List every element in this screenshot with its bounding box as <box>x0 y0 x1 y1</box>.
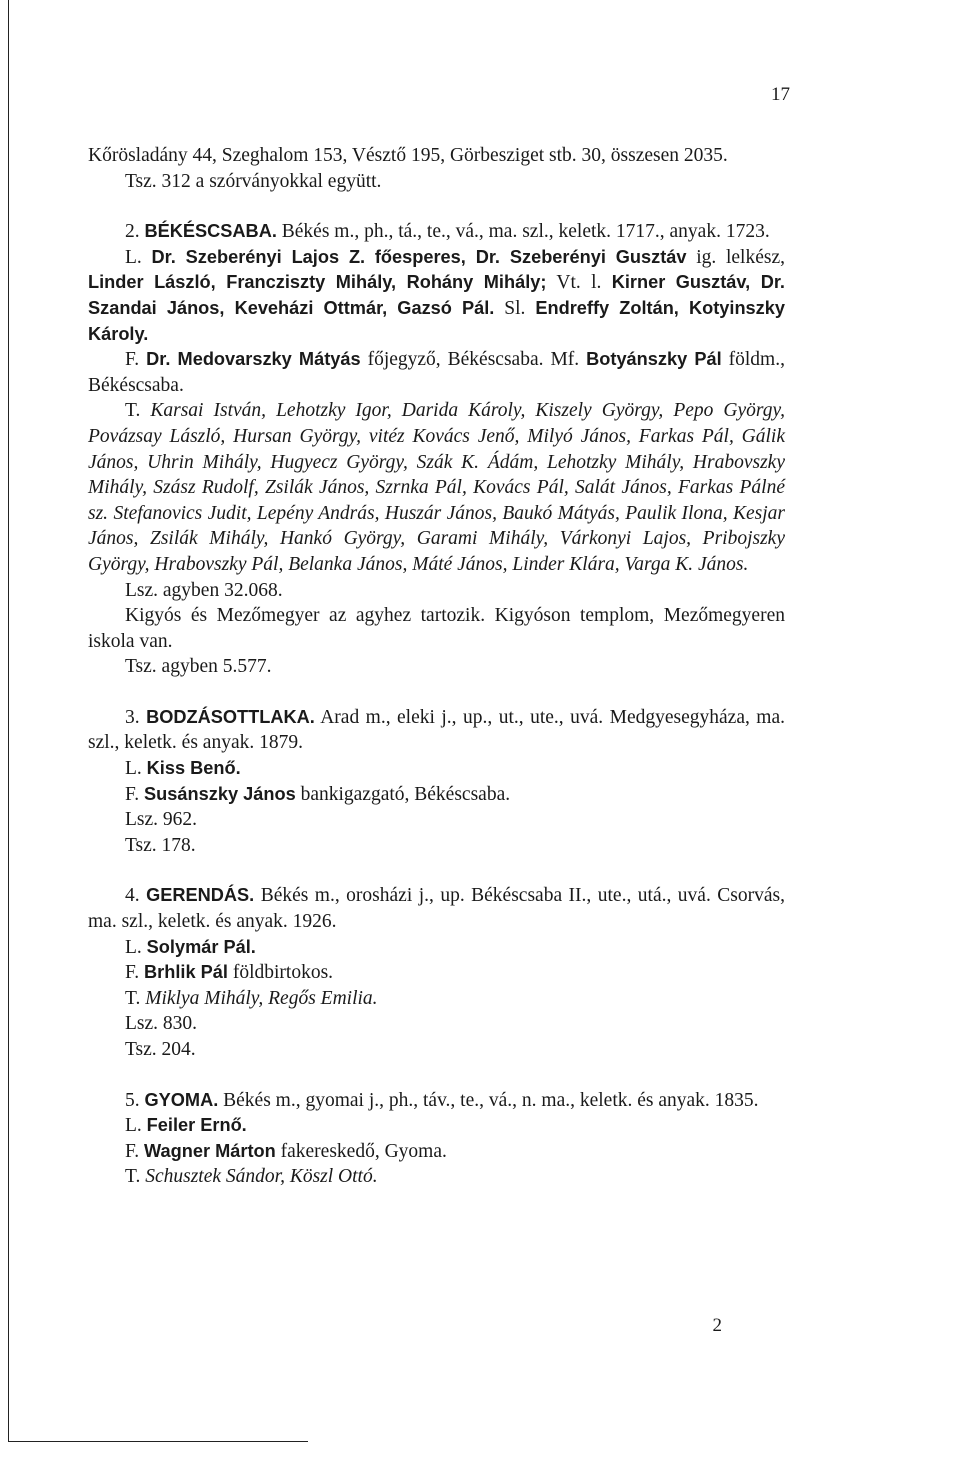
patron-line: F. Wagner Márton fakereskedő, Gyoma. <box>125 1140 447 1162</box>
teacher-list: T. Miklya Mihály, Regős Emilia. <box>125 987 378 1009</box>
tsz-line: Tsz. 312 a szórványokkal együtt. <box>125 170 382 192</box>
entry-number: 3. <box>125 706 140 728</box>
tsz-line: Tsz. 178. <box>125 834 196 856</box>
clergy-line: L. Feiler Ernő. <box>125 1115 247 1137</box>
entry-number: 4. <box>125 885 140 907</box>
entry-gerendas-header <box>88 883 785 934</box>
clergy-line: L. Kiss Benő. <box>125 758 241 780</box>
page-number: 17 <box>771 84 790 105</box>
teacher-list: T. Schusztek Sándor, Köszl Ottó. <box>125 1166 378 1188</box>
entry-number: 2. <box>125 221 140 243</box>
clergy-list: L. Dr. Szeberényi Lajos Z. főesperes, Dr. Szeberényi Gusztáv ig. lelkész, Linder László, Francziszty Mihály, Rohány Mihály; Vt. l. Kirner Gusztáv, Dr. Szandai János, Keveházi Ottmár, Gazsó Pál. Sl. Endreffy Zoltán, Kotyinszky Károly. <box>88 246 786 344</box>
teacher-list: T. Karsai István, Lehotzky Igor, Darida Károly, Kiszely György, Pepo György, Povázsay László, Hursan György, vitéz Kovács Jenő, Milyó János, Farkas Pál, Gálik János, Uhrin Mihály, Hugyecz György, Szák K. Ádám, Lehotzky Mihály, Hrabovszky Mihály, Szász Rudolf, Zsilák János, Szrnka Pál, Kovács Pál, Salát János, Farkas Pálné sz. Stefanovics Judit, Lepény András, Huszár János, Baukó Mátyás, Paulik Ilona, Kesjar János, Zsilák Mihály, Hankó György, Garami Mihály, Várkonyi Lajos, Pribojszky György, Hrabovszky Pál, Belanka János, Máté János, Linder Klára, Varga K. János. <box>88 400 785 575</box>
patron-line: F. Brhlik Pál földbirtokos. <box>125 962 334 984</box>
page-bottom-edge <box>8 1441 308 1442</box>
entry-bekescsaba-header <box>88 219 785 245</box>
page-left-edge <box>8 0 9 1442</box>
note-line: Kigyós és Mezőmegyer az agyhez tartozik. Kigyóson templom, Mezőmegyeren iskola van. <box>88 605 785 652</box>
section-continuation: Kőrösladány 44, Szeghalom 153, Vésztő 195, Görbesziget stb. 30, összesen 2035. <box>88 145 728 166</box>
entry-details: Békés m., gyomai j., ph., táv., te., vá., n. ma., keletk. és anyak. 1835. <box>218 1089 759 1111</box>
tsz-line: Tsz. agyben 5.577. <box>125 656 272 678</box>
lsz-line: Lsz. 830. <box>125 1013 198 1035</box>
entry-name: GERENDÁS. <box>146 885 255 906</box>
patron-line: F. Susánszky János bankigazgató, Békéscsaba. <box>125 783 511 805</box>
signature-mark: 2 <box>712 1315 722 1336</box>
entry-details: Arad m., eleki j., up., ut., ute., uvá. Medgyesegyháza, ma. szl., keletk. és anyak. 1879. <box>88 706 786 754</box>
lsz-line: Lsz. agyben 32.068. <box>125 579 283 601</box>
patron-line: F. Dr. Medovarszky Mátyás főjegyző, Békéscsaba. Mf. Botyánszky Pál földm., Békéscsaba. <box>88 349 785 396</box>
entry-gyoma-header <box>88 1088 785 1114</box>
entry-name: BÉKÉSCSABA. <box>144 221 277 242</box>
lsz-line: Lsz. 962. <box>125 809 198 831</box>
entry-bodzasottlaka-header <box>88 705 785 756</box>
page-body <box>88 143 785 1190</box>
entry-details: Békés m., orosházi j., up. Békéscsaba II., ute., utá., uvá. Csorvás, ma. szl., keletk. és anyak. 1926. <box>88 885 786 933</box>
clergy-line: L. Solymár Pál. <box>125 936 256 958</box>
entry-name: BODZÁSOTTLAKA. <box>146 706 315 727</box>
entry-number: 5. <box>125 1089 140 1111</box>
entry-name: GYOMA. <box>144 1089 219 1110</box>
tsz-line: Tsz. 204. <box>125 1039 196 1060</box>
entry-details: Békés m., ph., tá., te., vá., ma. szl., keletk. 1717., anyak. 1723. <box>276 221 770 243</box>
